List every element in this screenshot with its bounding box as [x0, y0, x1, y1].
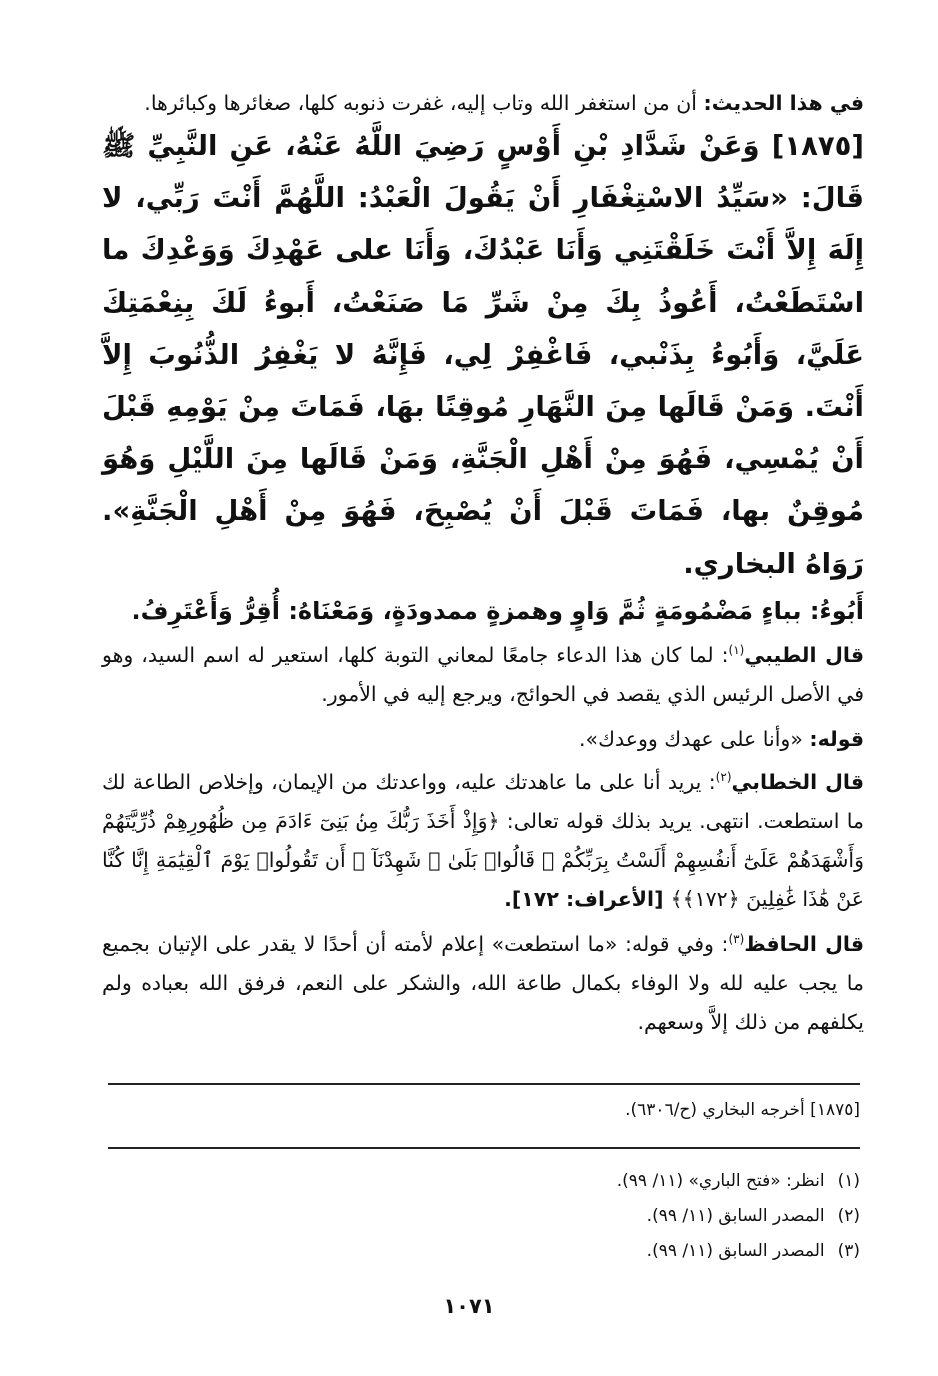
footnote-ref-2[interactable]: (٢) — [715, 770, 732, 784]
footnote-1 — [108, 1164, 860, 1199]
khattabi-paragraph — [102, 763, 864, 919]
footnote-text: المصدر السابق (١١/ ٩٩). — [646, 1241, 825, 1261]
hadith-text: [١٨٧٥] وَعَنْ شَدَّادِ بْنِ أَوْسٍ رَضِيَ اللَّهُ عَنْهُ، عَنِ النَّبِيِّ ﷺ قَالَ: «سَيِّدُ الاسْتِغْفَارِ أَنْ يَقُولَ الْعَبْدُ: اللَّهُمَّ أَنْتَ رَبِّي، لا إِلَهَ إِلاَّ أَنْتَ خَلَقْتَنِي وَأَنَا عَبْدُكَ، وَأَنَا على عَهْدِكَ وَوَعْدِكَ ما اسْتَطَعْتُ، أَعُوذُ بِكَ مِنْ شَرِّ مَا صَنَعْتُ، أَبوءُ لَكَ بِنِعْمَتِكَ عَلَيَّ، وَأَبُوءُ بِذَنْبي، فَاغْفِرْ لِي، فَإِنَّهُ لا يَغْفِرُ الذُّنُوبَ إِلاَّ أَنْتَ. وَمَنْ قَالَها مِنَ النَّهَارِ مُوقِنًا بهَا، فَمَاتَ مِنْ يَوْمِهِ قَبْلَ أَنْ يُمْسِي، فَهُوَ مِنْ أَهْلِ الْجَنَّةِ، وَمَنْ قَالَها مِنَ اللَّيْلِ وَهُوَ مُوقِنٌ بها، فَمَاتَ قَبْلَ أَنْ يُصْبِحَ، فَهُوَ مِنْ أَهْلِ الْجَنَّةِ». رَوَاهُ البخاري. — [102, 130, 864, 580]
source-divider — [108, 1083, 860, 1085]
footnote-number: (٣) — [837, 1241, 860, 1261]
hafiz-lead: قال الحافظ — [744, 931, 864, 956]
hafiz-text: : وفي قوله: «ما استطعت» إعلام لأمته أن أحدًا لا يقدر على الإتيان بجميع ما يجب عليه لله ولا الوفاء بكمال طاعة الله، والشكر على النعم، فرفق الله بعباده ولم يكلفهم من ذلك إلاَّ وسعهم. — [102, 931, 864, 1034]
intro-text: أن من استغفر الله وتاب إليه، غفرت ذنوبه كلها، صغائرها وكبائرها. — [144, 91, 704, 115]
footnote-divider — [108, 1147, 860, 1149]
qawluh-paragraph — [102, 720, 864, 759]
tibi-text: : لما كان هذا الدعاء جامعًا لمعاني التوبة كلها، استعير له اسم السيد، وهو في الأصل الرئيس الذي يقصد في الحوائج، ويرجع إليه في الأمور. — [102, 642, 864, 706]
page-number: ١٠٧١ — [443, 1294, 495, 1318]
footnote-number: (١) — [837, 1171, 860, 1191]
hadith-source: [١٨٧٥] أخرجه البخاري (ح/٦٣٠٦). — [625, 1100, 860, 1120]
footnote-2 — [108, 1199, 860, 1234]
khattabi-text: : يريد أنا على ما عاهدتك عليه، وواعدتك من الإيمان، وإخلاص الطاعة لك ما استطعت. انتهى. يريد بذلك قوله تعالى: — [102, 769, 865, 833]
hafiz-paragraph — [102, 925, 864, 1042]
qawluh-lead: قوله: — [809, 726, 864, 751]
footnote-ref-1[interactable]: (١) — [728, 643, 745, 657]
tibi-lead: قال الطيبي — [744, 642, 865, 667]
tibi-paragraph — [102, 636, 864, 714]
footnote-text: انظر: «فتح الباري» (١١/ ٩٩). — [616, 1171, 825, 1191]
footnote-number: (٢) — [837, 1206, 860, 1226]
qawluh-text: «وأنا على عهدك ووعدك». — [579, 726, 810, 751]
footnote-ref-3[interactable]: (٣) — [728, 932, 745, 946]
intro-lead: في هذا الحديث: — [703, 91, 864, 115]
gloss-text: أَبُوءُ: بباءٍ مَضْمُومَةٍ ثُمَّ وَاوٍ وهمزةٍ ممدودَةٍ، وَمَعْنَاهُ: أُقِرُّ وَأَعْتَرِفُ. — [131, 596, 864, 625]
footnote-text: المصدر السابق (١١/ ٩٩). — [646, 1206, 825, 1226]
intro-paragraph — [102, 88, 864, 118]
khattabi-lead: قال الخطابي — [731, 769, 865, 794]
footnote-3 — [108, 1234, 860, 1269]
quran-reference: [الأعراف: ١٧٢]. — [504, 886, 671, 911]
quran-verse: ﴿وَإِذْ أَخَذَ رَبُّكَ مِنۢ بَنِىٓ ءَادَمَ مِن ظُهُورِهِمْ ذُرِّيَّتَهُمْ وَأَشْهَدَهُمْ عَلَىٰٓ أَنفُسِهِمْ أَلَسْتُ بِرَبِّكُمْ ۖ قَالُوا۟ بَلَىٰ ۛ شَهِدْنَآ ۛ أَن تَقُولُوا۟ يَوْمَ ٱلْقِيَٰمَةِ إِنَّا كُنَّا عَنْ هَٰذَا غَٰفِلِينَ ﴿١٧٢﴾﴾ — [102, 808, 864, 911]
footnotes — [108, 1164, 860, 1269]
page-body — [102, 88, 864, 1042]
